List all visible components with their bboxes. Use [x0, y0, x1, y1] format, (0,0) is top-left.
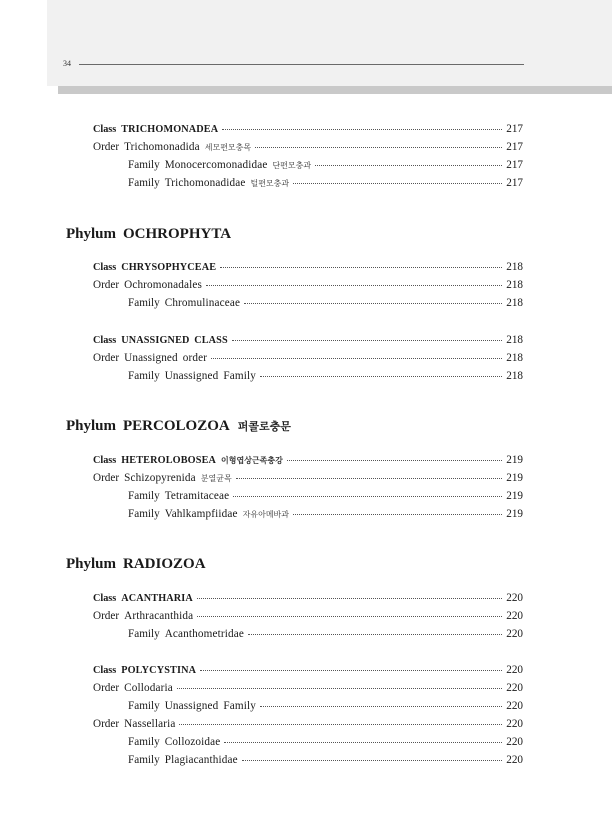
entry-name: Unassigned Family	[164, 700, 256, 712]
toc-entry-family[interactable]	[128, 700, 523, 716]
entry-page: 220	[506, 610, 523, 622]
toc-entry-class[interactable]	[93, 592, 523, 608]
dot-leader	[248, 634, 502, 635]
header-shadow-bar	[58, 86, 612, 94]
toc-entry-class[interactable]	[93, 334, 523, 350]
dot-leader	[222, 129, 502, 130]
dot-leader	[255, 147, 502, 148]
entry-name: Plagiacanthidae	[164, 754, 238, 766]
entry-name: Chromulinaceae	[164, 297, 241, 309]
entry-name: HETEROLOBOSEA	[121, 455, 217, 466]
toc-entry-order[interactable]	[93, 279, 523, 295]
entry-rank: Family	[128, 736, 160, 748]
entry-name: TRICHOMONADEA	[121, 124, 219, 135]
entry-page: 220	[506, 736, 523, 748]
entry-korean-name: 세모편모충목	[204, 143, 252, 152]
toc-entry-class[interactable]	[93, 123, 523, 139]
entry-rank: Family	[128, 370, 160, 382]
dot-leader	[206, 285, 502, 286]
entry-rank: Class	[93, 593, 117, 604]
entry-rank: Family	[128, 177, 160, 189]
dot-leader	[177, 688, 502, 689]
dot-leader	[287, 460, 502, 461]
entry-page: 218	[506, 279, 523, 291]
entry-page: 219	[506, 508, 523, 520]
toc-entry-family[interactable]	[128, 297, 523, 313]
entry-rank: Family	[128, 159, 160, 171]
entry-name: POLYCYSTINA	[121, 665, 197, 676]
toc-entry-class[interactable]	[93, 664, 523, 680]
entry-page: 219	[506, 490, 523, 502]
phylum-label: Phylum	[66, 556, 117, 572]
entry-korean-name: 분열균목	[200, 474, 232, 483]
entry-rank: Family	[128, 508, 160, 520]
toc-entry-order[interactable]	[93, 610, 523, 626]
entry-name: Unassigned order	[124, 352, 208, 364]
dot-leader	[236, 478, 503, 479]
entry-rank: Class	[93, 124, 117, 135]
entry-page: 220	[506, 718, 523, 730]
dot-leader	[197, 598, 502, 599]
entry-rank: Class	[93, 335, 117, 346]
entry-page: 218	[506, 261, 523, 273]
dot-leader	[244, 303, 502, 304]
entry-name: Collodaria	[124, 682, 173, 694]
toc-entry-order[interactable]	[93, 352, 523, 368]
dot-leader	[197, 616, 502, 617]
entry-page: 220	[506, 682, 523, 694]
entry-name: UNASSIGNED CLASS	[121, 335, 228, 346]
entry-name: Unassigned Family	[164, 370, 256, 382]
toc-entry-family[interactable]	[128, 754, 523, 770]
phylum-name: OCHROPHYTA	[123, 226, 232, 242]
entry-name: Tetramitaceae	[164, 490, 230, 502]
dot-leader	[242, 760, 502, 761]
entry-name: Acanthometridae	[164, 628, 244, 640]
entry-rank: Class	[93, 262, 117, 273]
toc-entry-order[interactable]	[93, 682, 523, 698]
toc-entry-class[interactable]	[93, 261, 523, 277]
phylum-label: Phylum	[66, 226, 117, 242]
entry-name: Monocercomonadidae	[164, 159, 268, 171]
toc-entry-order[interactable]	[93, 472, 523, 488]
entry-name: Schizopyrenida	[124, 472, 196, 484]
entry-page: 217	[506, 177, 523, 189]
entry-korean-name: 단편모충과	[272, 161, 312, 170]
entry-rank: Order	[93, 610, 120, 622]
toc-entry-family[interactable]	[128, 736, 523, 752]
entry-korean-name: 이형엽상근족충강	[221, 456, 283, 465]
dot-leader	[315, 165, 502, 166]
entry-page: 219	[506, 454, 523, 466]
entry-page: 220	[506, 700, 523, 712]
entry-page: 218	[506, 334, 523, 346]
dot-leader	[224, 742, 502, 743]
phylum-heading[interactable]	[66, 556, 206, 573]
toc-entry-family[interactable]	[128, 159, 523, 175]
entry-page: 219	[506, 472, 523, 484]
entry-name: CHRYSOPHYCEAE	[121, 262, 217, 273]
dot-leader	[260, 376, 502, 377]
entry-korean-name: 털편모충과	[250, 179, 290, 188]
toc-entry-order[interactable]	[93, 141, 523, 157]
dot-leader	[232, 340, 502, 341]
entry-rank: Order	[93, 682, 120, 694]
entry-name: Ochromonadales	[124, 279, 202, 291]
entry-name: Collozoidae	[164, 736, 221, 748]
phylum-korean-name: 퍼콜로충문	[237, 420, 291, 433]
toc-entry-family[interactable]	[128, 177, 523, 193]
entry-name: ACANTHARIA	[121, 593, 193, 604]
entry-page: 220	[506, 628, 523, 640]
toc-entry-family[interactable]	[128, 508, 523, 524]
entry-page: 218	[506, 297, 523, 309]
entry-rank: Order	[93, 279, 120, 291]
entry-page: 217	[506, 141, 523, 153]
entry-rank: Family	[128, 297, 160, 309]
entry-page: 218	[506, 352, 523, 364]
dot-leader	[260, 706, 502, 707]
toc-entry-family[interactable]	[128, 490, 523, 506]
entry-korean-name: 자유아메바과	[242, 510, 290, 519]
entry-rank: Order	[93, 718, 120, 730]
entry-rank: Family	[128, 628, 160, 640]
dot-leader	[211, 358, 502, 359]
entry-rank: Family	[128, 700, 160, 712]
entry-name: Arthracanthida	[124, 610, 194, 622]
entry-page: 220	[506, 592, 523, 604]
entry-rank: Order	[93, 352, 120, 364]
toc-entry-order[interactable]	[93, 718, 523, 734]
entry-page: 217	[506, 159, 523, 171]
entry-name: Vahlkampfiidae	[164, 508, 238, 520]
entry-name: Trichomonadida	[124, 141, 200, 153]
entry-name: Nassellaria	[124, 718, 176, 730]
entry-rank: Order	[93, 141, 120, 153]
entry-page: 218	[506, 370, 523, 382]
header-rule	[79, 64, 524, 65]
entry-page: 217	[506, 123, 523, 135]
entry-rank: Family	[128, 754, 160, 766]
dot-leader	[220, 267, 502, 268]
phylum-name: RADIOZOA	[123, 556, 206, 572]
toc-entry-class[interactable]	[93, 454, 523, 470]
entry-rank: Family	[128, 490, 160, 502]
dot-leader	[293, 183, 502, 184]
dot-leader	[200, 670, 502, 671]
toc-entry-family[interactable]	[128, 370, 523, 386]
entry-page: 220	[506, 754, 523, 766]
dot-leader	[293, 514, 502, 515]
entry-rank: Class	[93, 455, 117, 466]
entry-page: 220	[506, 664, 523, 676]
entry-rank: Order	[93, 472, 120, 484]
dot-leader	[233, 496, 502, 497]
dot-leader	[179, 724, 502, 725]
phylum-heading[interactable]	[66, 226, 231, 243]
phylum-label: Phylum	[66, 418, 117, 434]
toc-entry-family[interactable]	[128, 628, 523, 644]
phylum-name: PERCOLOZOA	[123, 418, 230, 434]
header-band	[47, 0, 612, 86]
phylum-heading[interactable]	[66, 418, 291, 435]
entry-name: Trichomonadidae	[164, 177, 246, 189]
entry-rank: Class	[93, 665, 117, 676]
page-number: 34	[63, 59, 71, 68]
